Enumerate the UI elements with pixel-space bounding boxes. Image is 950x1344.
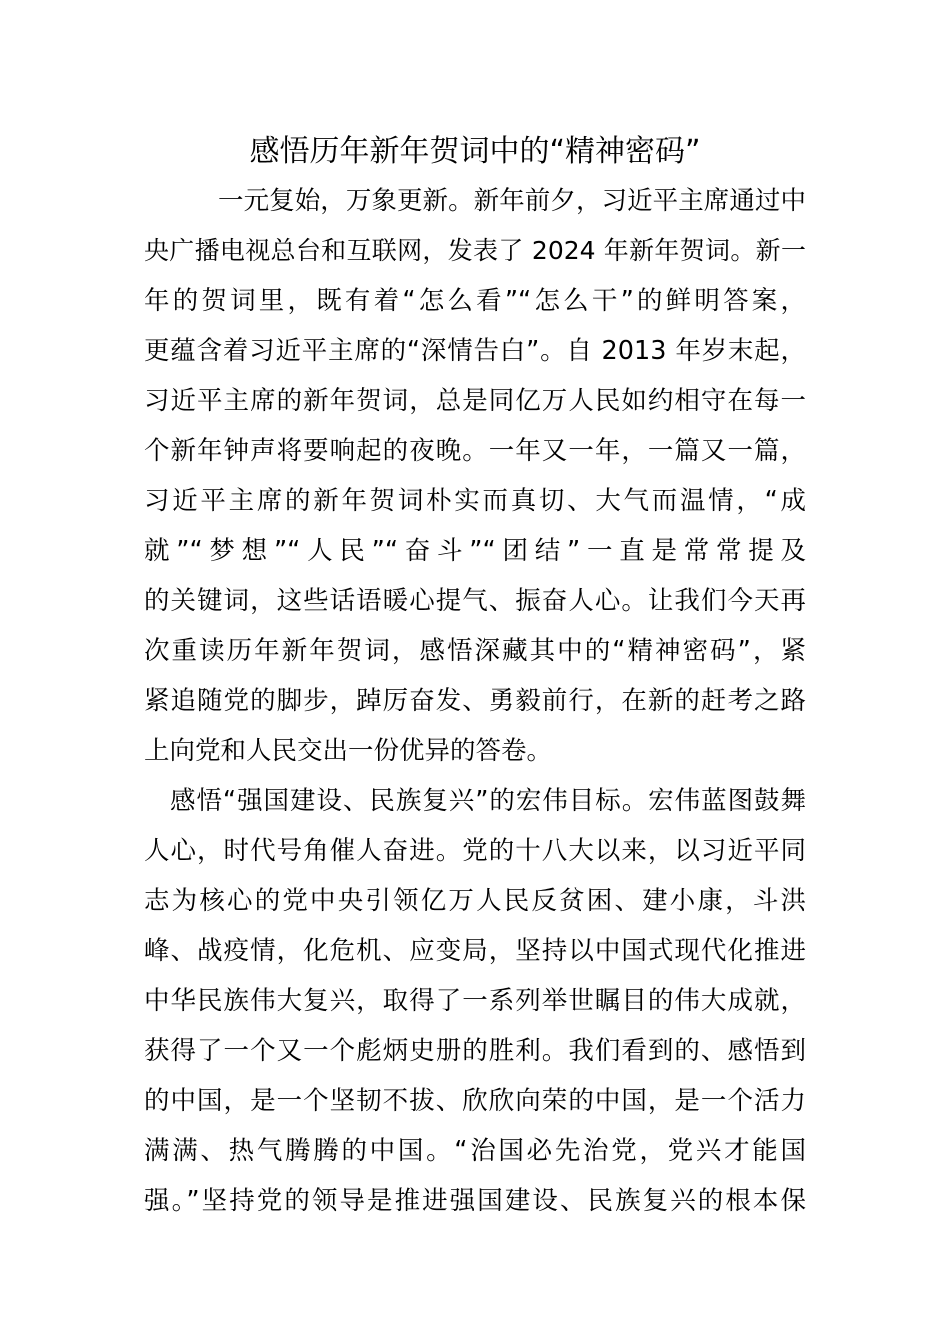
text-line: 一元复始，万象更新。新年前夕，习近平主席通过中 bbox=[218, 186, 806, 216]
text-line: 次重读历年新年贺词，感悟深藏其中的“精神密码”，紧 bbox=[144, 636, 806, 666]
text-line: 年的贺词里，既有着“怎么看”“怎么干”的鲜明答案， bbox=[144, 286, 806, 316]
text-line: 志为核心的党中央引领亿万人民反贫困、建小康，斗洪 bbox=[144, 886, 806, 916]
text-line: 的关键词，这些话语暖心提气、振奋人心。让我们今天再 bbox=[144, 586, 806, 616]
text-line: 就”“梦想”“人民”“奋斗”“团结”一直是常常提及 bbox=[144, 536, 806, 566]
text-line: 的中国，是一个坚韧不拔、欣欣向荣的中国，是一个活力 bbox=[144, 1086, 806, 1116]
text-line: 强。”坚持党的领导是推进强国建设、民族复兴的根本保 bbox=[144, 1186, 806, 1216]
text-line: 央广播电视总台和互联网，发表了 2024 年新年贺词。新一 bbox=[144, 236, 806, 265]
text-line: 紧追随党的脚步，踔厉奋发、勇毅前行，在新的赶考之路 bbox=[144, 686, 806, 716]
text-line: 满满、热气腾腾的中国。“治国必先治党，党兴才能国 bbox=[144, 1136, 806, 1166]
text-line: 上向党和人民交出一份优异的答卷。 bbox=[144, 736, 553, 766]
text-line: 个新年钟声将要响起的夜晚。一年又一年，一篇又一篇， bbox=[144, 436, 806, 466]
text-line: 习近平主席的新年贺词，总是同亿万人民如约相守在每一 bbox=[144, 386, 806, 416]
text-line: 习近平主席的新年贺词朴实而真切、大气而温情，“成 bbox=[144, 486, 806, 516]
text-line: 更蕴含着习近平主席的“深情告白”。自 2013 年岁末起， bbox=[144, 336, 806, 366]
text-line: 中华民族伟大复兴，取得了一系列举世瞩目的伟大成就， bbox=[144, 986, 806, 1016]
text-line: 获得了一个又一个彪炳史册的胜利。我们看到的、感悟到 bbox=[144, 1036, 806, 1066]
text-line: 人心，时代号角催人奋进。党的十八大以来，以习近平同 bbox=[144, 836, 806, 866]
document-title: 感悟历年新年贺词中的“精神密码” bbox=[249, 134, 701, 169]
text-line: 峰、战疫情，化危机、应变局，坚持以中国式现代化推进 bbox=[144, 936, 806, 966]
text-line: 感悟“强国建设、民族复兴”的宏伟目标。宏伟蓝图鼓舞 bbox=[170, 786, 806, 816]
